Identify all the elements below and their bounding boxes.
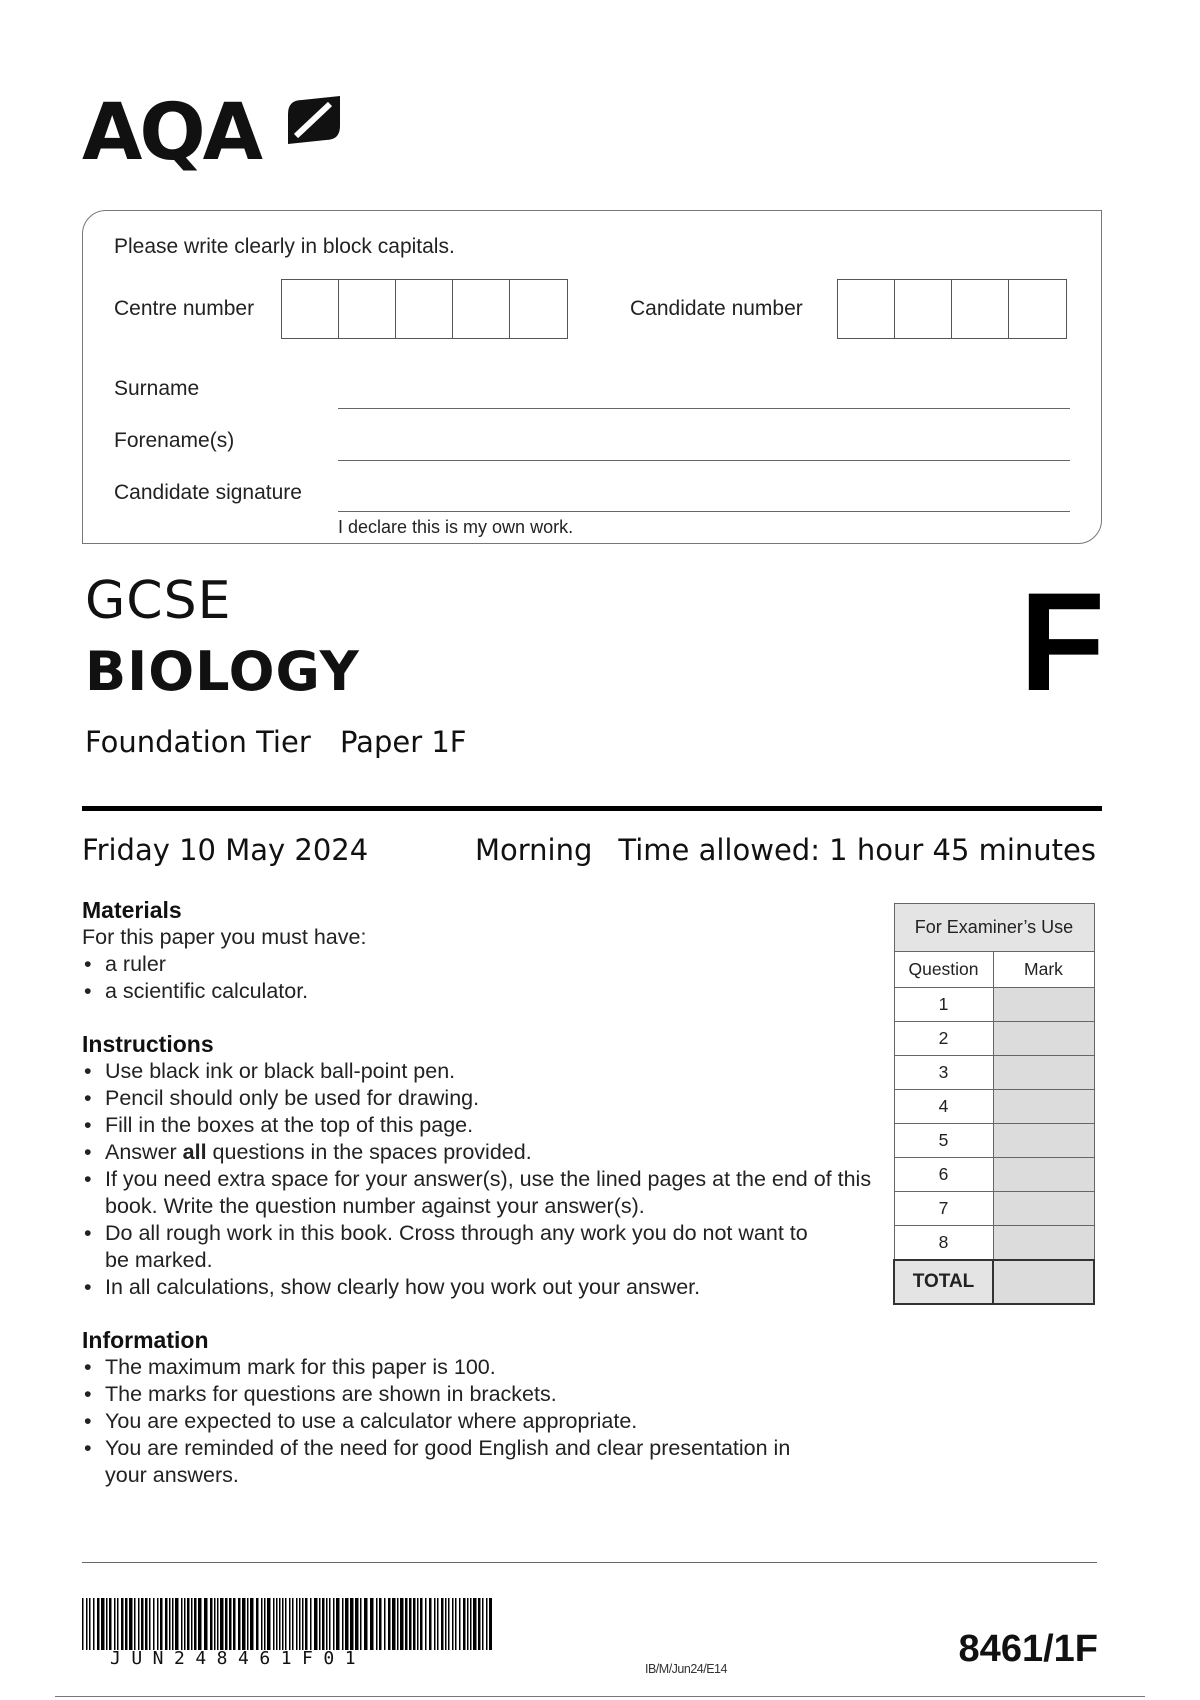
barcode-bar — [229, 1598, 232, 1650]
information-item: • The maximum mark for this paper is 100. — [82, 1354, 882, 1381]
barcode-bar — [204, 1598, 208, 1650]
question-number: 4 — [894, 1090, 993, 1124]
barcode-bar — [420, 1598, 423, 1650]
barcode-bar — [322, 1598, 325, 1650]
barcode-bar — [261, 1598, 263, 1650]
barcode-bar — [194, 1598, 197, 1650]
barcode-bar — [106, 1598, 108, 1650]
barcode-bar — [299, 1598, 301, 1650]
logo-text: AQA — [82, 88, 261, 178]
mark-cell — [993, 988, 1094, 1022]
barcode-bar — [417, 1598, 419, 1650]
barcode-bar — [114, 1598, 116, 1650]
surname-label: Surname — [114, 377, 200, 400]
centre-number-boxes[interactable] — [281, 279, 568, 339]
instructions-heading: Instructions — [82, 1031, 214, 1057]
barcode-bar — [267, 1598, 271, 1650]
barcode-bar — [157, 1598, 159, 1650]
question-number: 1 — [894, 988, 993, 1022]
barcode-bar — [187, 1598, 190, 1650]
signature-field[interactable] — [338, 511, 1070, 512]
barcode-bar — [238, 1598, 241, 1650]
candidate-number-digit[interactable] — [952, 280, 1009, 338]
barcode-bar — [141, 1598, 144, 1650]
barcode-bar — [392, 1598, 396, 1650]
candidate-number-digit[interactable] — [838, 280, 895, 338]
barcode-bar — [138, 1598, 140, 1650]
barcode-bar — [379, 1598, 382, 1650]
barcode-bar — [165, 1598, 168, 1650]
barcode-bar — [441, 1598, 444, 1650]
barcode-bar — [289, 1598, 291, 1650]
barcode-bar — [397, 1598, 399, 1650]
declaration-text: I declare this is my own work. — [338, 517, 574, 537]
examiner-use-table — [893, 903, 1095, 1305]
barcode-bar — [452, 1598, 454, 1650]
tier-letter: F — [1019, 563, 1105, 720]
footer-divider — [82, 1562, 1097, 1563]
instruction-text: Answer — [105, 1140, 183, 1164]
barcode-bar — [302, 1598, 304, 1650]
tier-label: Foundation Tier — [85, 725, 311, 759]
question-number: 5 — [894, 1124, 993, 1158]
exam-date: Friday 10 May 2024 — [82, 833, 369, 867]
materials-item: • a ruler — [82, 951, 882, 978]
barcode-bar — [336, 1598, 340, 1650]
candidate-number-digit[interactable] — [1009, 280, 1066, 338]
surname-field[interactable] — [338, 408, 1070, 409]
barcode-bar — [89, 1598, 91, 1650]
information-item: • You are expected to use a calculator where appropriate. — [82, 1408, 882, 1435]
barcode-bar — [355, 1598, 359, 1650]
title-divider — [82, 806, 1102, 811]
barcode-bar — [181, 1598, 183, 1650]
barcode-bar — [463, 1598, 466, 1650]
barcode-bar — [97, 1598, 100, 1650]
barcode-bar — [409, 1598, 412, 1650]
barcode-bar — [125, 1598, 128, 1650]
barcode-bar — [279, 1598, 281, 1650]
barcode-bar — [121, 1598, 124, 1650]
barcode-bar — [486, 1598, 488, 1650]
barcode-bar — [93, 1598, 95, 1650]
signature-label: Candidate signature — [114, 481, 302, 504]
barcode-bar — [220, 1598, 224, 1650]
mark-cell — [993, 1226, 1094, 1260]
barcode-bar — [175, 1598, 179, 1650]
candidate-number-label: Candidate number — [630, 297, 803, 320]
instruction-item: • Pencil should only be used for drawing. — [82, 1085, 882, 1112]
centre-number-digit[interactable] — [396, 280, 453, 338]
time-allowed: Time allowed: 1 hour 45 minutes — [618, 833, 1096, 867]
candidate-number-digit[interactable] — [895, 280, 952, 338]
barcode-bar — [333, 1598, 335, 1650]
barcode-bar — [191, 1598, 193, 1650]
barcode-bar — [276, 1598, 278, 1650]
barcode-bar — [350, 1598, 354, 1650]
instruction-item: • In all calculations, show clearly how you work out your answer. — [82, 1274, 882, 1301]
barcode-bar — [153, 1598, 155, 1650]
barcode-bar — [169, 1598, 171, 1650]
barcode-bar — [467, 1598, 469, 1650]
barcode-bar — [445, 1598, 447, 1650]
barcode-bar — [326, 1598, 328, 1650]
forenames-field[interactable] — [338, 460, 1070, 461]
question-column-header: Question — [894, 952, 993, 988]
candidate-details-box — [82, 210, 1102, 544]
barcode-bar — [134, 1598, 136, 1650]
barcode-bar — [413, 1598, 416, 1650]
mark-cell — [993, 1090, 1094, 1124]
instruction-item: • Fill in the boxes at the top of this page. — [82, 1112, 882, 1139]
question-number: 7 — [894, 1192, 993, 1226]
logo-leaf-icon — [284, 92, 344, 148]
paper-label: Paper 1F — [340, 725, 467, 759]
barcode-bar — [370, 1598, 374, 1650]
instruction-item: • Use black ink or black ball-point pen. — [82, 1058, 882, 1085]
barcode-bar — [489, 1598, 492, 1650]
subject-title: BIOLOGY — [85, 640, 360, 703]
instruction-item — [82, 1139, 882, 1166]
instruction-item: • Do all rough work in this book. Cross through any work you do not want to be marked. — [82, 1220, 817, 1274]
barcode-bar — [376, 1598, 378, 1650]
barcode-bar — [109, 1598, 112, 1650]
page-bottom-rule — [55, 1696, 1145, 1697]
barcode-bar — [292, 1598, 294, 1650]
barcode-bar — [296, 1598, 298, 1650]
barcode-bar — [314, 1598, 318, 1650]
qualification-title: GCSE — [85, 571, 232, 631]
barcode-bar — [470, 1598, 472, 1650]
information-heading: Information — [82, 1327, 209, 1353]
barcode-bar — [482, 1598, 484, 1650]
question-number: 8 — [894, 1226, 993, 1260]
information-item: • You are reminded of the need for good English and clear presentation in your answers. — [82, 1435, 802, 1489]
barcode-bar — [82, 1598, 84, 1650]
centre-number-digit[interactable] — [453, 280, 510, 338]
barcode-bar — [305, 1598, 308, 1650]
barcode-bar — [184, 1598, 186, 1650]
forenames-label: Forename(s) — [114, 429, 235, 452]
barcode-bar — [233, 1598, 236, 1650]
barcode-bar — [434, 1598, 436, 1650]
barcode-bar — [225, 1598, 228, 1650]
centre-number-digit[interactable] — [339, 280, 396, 338]
materials-item: • a scientific calculator. — [82, 978, 882, 1005]
barcode-bar — [285, 1598, 287, 1650]
aqa-logo — [82, 88, 352, 192]
barcode-bar — [242, 1598, 246, 1650]
information-item: • The marks for questions are shown in brackets. — [82, 1381, 882, 1408]
barcode-bar — [256, 1598, 259, 1650]
barcode-bar — [429, 1598, 432, 1650]
instruction-item: • If you need extra space for your answer(s), use the lined pages at the end of this book. Write the question number against your answer(s). — [82, 1166, 872, 1220]
barcode-bar — [388, 1598, 391, 1650]
question-number: 2 — [894, 1022, 993, 1056]
barcode-bar — [405, 1598, 408, 1650]
barcode-bar — [400, 1598, 404, 1650]
candidate-number-boxes[interactable] — [837, 279, 1067, 339]
barcode-bar — [342, 1598, 344, 1650]
document-reference: IB/M/Jun24/E14 — [645, 1662, 727, 1676]
barcode-bar — [210, 1598, 213, 1650]
barcode-bar — [319, 1598, 321, 1650]
mark-cell — [993, 1022, 1094, 1056]
barcode-bar — [117, 1598, 119, 1650]
barcode-bar — [345, 1598, 349, 1650]
examiner-table-heading: For Examiner’s Use — [894, 904, 1094, 952]
centre-number-label: Centre number — [114, 297, 255, 320]
barcode-bar — [478, 1598, 481, 1650]
barcode-bar — [214, 1598, 216, 1650]
paper-code: 8461/1F — [958, 1628, 1098, 1670]
instruction-text: questions in the spaces provided. — [206, 1140, 532, 1164]
barcode-bar — [437, 1598, 439, 1650]
barcode-bar — [250, 1598, 254, 1650]
barcode-bar — [448, 1598, 450, 1650]
barcode-bar — [455, 1598, 457, 1650]
barcode-bar — [145, 1598, 148, 1650]
materials-section — [82, 896, 882, 1005]
mark-cell — [993, 1158, 1094, 1192]
barcode-bar — [172, 1598, 174, 1650]
centre-number-digit[interactable] — [282, 280, 339, 338]
barcode-bar — [329, 1598, 331, 1650]
barcode-bar — [364, 1598, 368, 1650]
barcode-bar — [459, 1598, 461, 1650]
barcode-bar — [282, 1598, 284, 1650]
barcode-bar — [273, 1598, 275, 1650]
barcode-bar — [384, 1598, 386, 1650]
mark-column-header: Mark — [993, 952, 1094, 988]
materials-intro: For this paper you must have: — [82, 925, 367, 949]
barcode-bar — [160, 1598, 163, 1650]
centre-number-digit[interactable] — [510, 280, 567, 338]
barcode-bar — [473, 1598, 477, 1650]
barcode-bar — [310, 1598, 312, 1650]
barcode-bar — [101, 1598, 105, 1650]
barcode-bar — [360, 1598, 362, 1650]
question-number: 6 — [894, 1158, 993, 1192]
barcode-bar — [247, 1598, 249, 1650]
barcode-icon — [82, 1598, 492, 1650]
mark-cell — [993, 1056, 1094, 1090]
barcode-bar — [198, 1598, 202, 1650]
barcode-bar — [425, 1598, 427, 1650]
barcode-bar — [149, 1598, 151, 1650]
barcode-text: JUN248461F01 — [110, 1648, 367, 1669]
instruction-emphasis: all — [182, 1140, 207, 1164]
mark-cell — [993, 1124, 1094, 1158]
barcode-bar — [129, 1598, 133, 1650]
total-mark-cell — [993, 1260, 1094, 1304]
mark-cell — [993, 1192, 1094, 1226]
exam-session: Morning — [475, 833, 593, 867]
block-capitals-instruction: Please write clearly in block capitals. — [114, 235, 455, 258]
barcode-bar — [86, 1598, 88, 1650]
materials-heading: Materials — [82, 897, 182, 923]
barcode-bar — [264, 1598, 266, 1650]
barcode-bar — [217, 1598, 219, 1650]
total-label: TOTAL — [894, 1260, 993, 1304]
instructions-section — [82, 1030, 882, 1301]
question-number: 3 — [894, 1056, 993, 1090]
information-section — [82, 1326, 882, 1489]
